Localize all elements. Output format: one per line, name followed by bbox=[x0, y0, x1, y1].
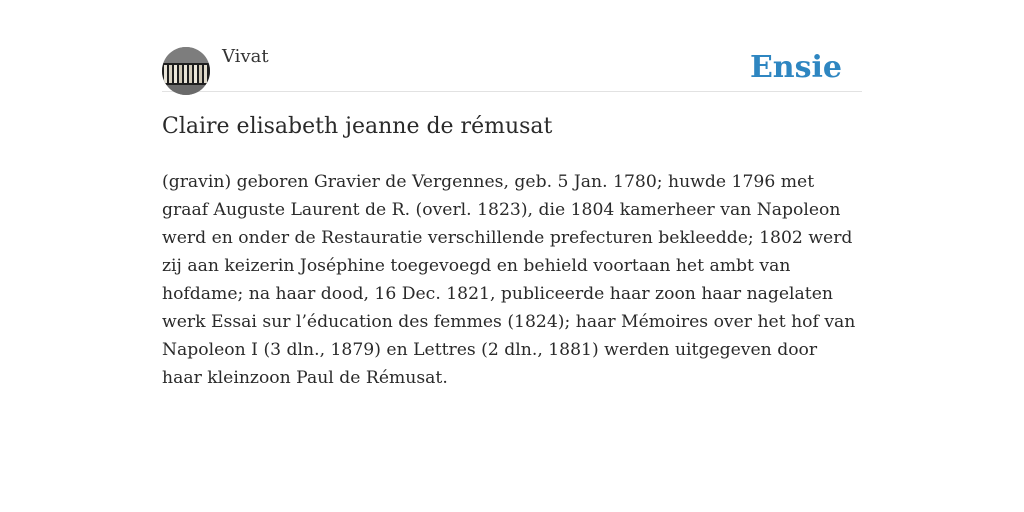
article-title: Claire elisabeth jeanne de rémusat bbox=[162, 114, 553, 139]
header bbox=[162, 0, 862, 92]
source-avatar[interactable] bbox=[162, 47, 210, 95]
brand-logo[interactable]: Ensie bbox=[749, 50, 842, 85]
article-body: (gravin) geboren Gravier de Vergennes, geb. 5 Jan. 1780; huwde 1796 met graaf Auguste Laurent de R. (overl. 1823), die 1804 kamerheer van Napoleon werd en onder de Restauratie verschillende prefecturen bekleedde; 1802 werd zij aan keizerin Joséphine toegevoegd en behield voortaan het ambt van hofdame; na haar dood, 16 Dec. 1821, publiceerde haar zoon haar nagelaten werk Essai sur l’éducation des femmes (1824); haar Mémoires over het hof van Napoleon I (3 dln., 1879) en Lettres (2 dln., 1881) werden uitgegeven door haar kleinzoon Paul de Rémusat. bbox=[162, 172, 856, 388]
bookshelf-avatar-icon bbox=[162, 47, 210, 95]
page-container bbox=[162, 0, 862, 388]
source-name[interactable]: Vivat bbox=[222, 46, 269, 67]
